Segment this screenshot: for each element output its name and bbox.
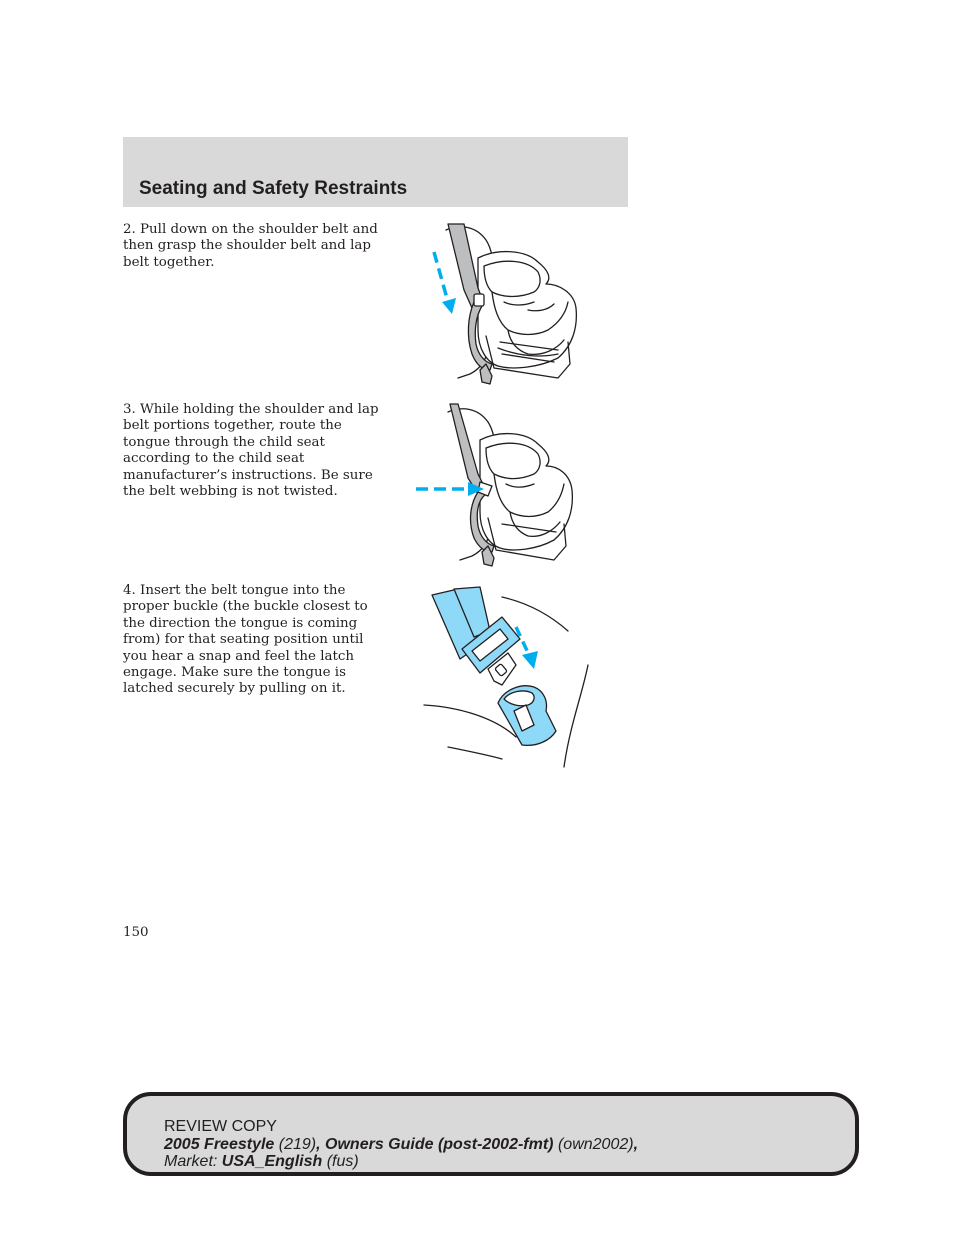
step-3-text: 3. While holding the shoulder and lap belt portions together, route the tongue through the child seat according to the child seat manufacturer’s instructions. Be sure the belt webbing is not twisted. [123,402,379,500]
guide-code: (own2002) [557,1135,634,1153]
footer-line-market [164,1153,638,1171]
footer-line-model [164,1136,638,1154]
footer-text [164,1118,638,1171]
separator-1: , [316,1135,321,1153]
model-name: 2005 Freestyle [164,1135,275,1153]
separator-2: , [633,1135,639,1153]
belt-tongue-buckle-illustration [418,585,593,770]
step-4-text: 4. Insert the belt tongue into the proper buckle (the buckle closest to the direction the tongue is coming from) for that seating position until you hear a snap and feel the latch engage. Make sure the tongue is latched securely by pulling on it. [123,583,368,697]
guide-name: Owners Guide (post-2002-fmt) [325,1135,554,1153]
market-code: (fus) [326,1153,359,1170]
section-title: Seating and Safety Restraints [139,178,408,199]
market-label: Market: [164,1153,218,1170]
model-code: (219) [278,1135,317,1153]
review-copy-label: REVIEW COPY [164,1118,277,1135]
market-name: USA_English [221,1153,323,1170]
section-header-band [123,137,628,207]
child-seat-pull-belt-illustration [408,218,588,390]
review-copy-footer [123,1092,859,1176]
page-number: 150 [123,925,149,940]
child-seat-route-tongue-illustration [408,400,588,572]
step-2-text: 2. Pull down on the shoulder belt and then grasp the shoulder belt and lap belt together. [123,222,378,270]
